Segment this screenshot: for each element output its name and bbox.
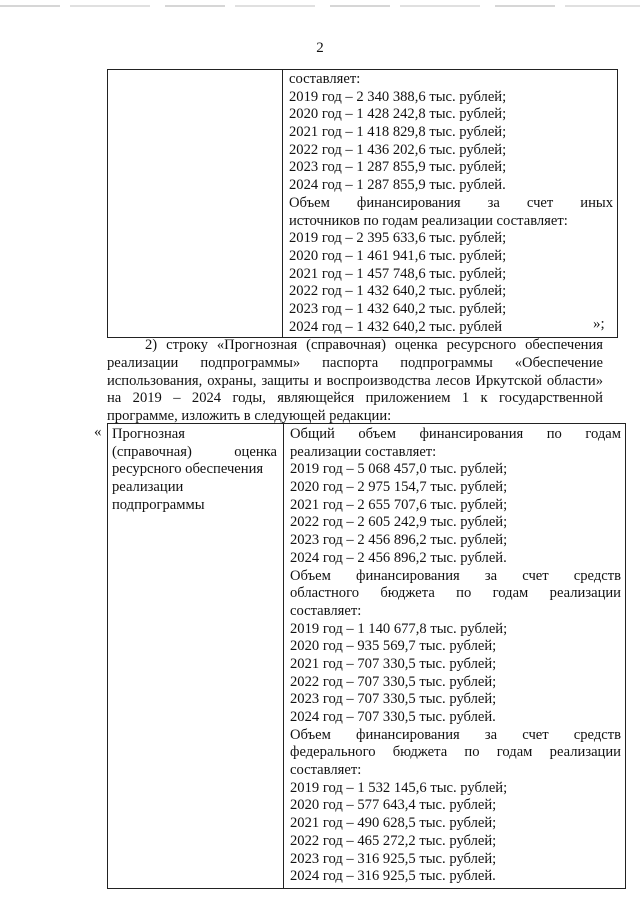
text-line: Объем финансирования за счет средств	[290, 726, 621, 743]
table1-left-cell	[108, 70, 283, 338]
closing-quote-mark: »;	[593, 316, 605, 332]
text-line: 2020 год – 1 461 941,6 тыс. рублей;	[289, 247, 507, 264]
text-line: 2023 год – 1 432 640,2 тыс. рублей;	[289, 300, 507, 317]
text-line: реализации составляет:	[290, 443, 437, 460]
text-line: 2022 год – 465 272,2 тыс. рублей;	[290, 832, 497, 849]
funding-table-new	[107, 423, 626, 889]
text-line: 2021 год – 2 655 707,6 тыс. рублей;	[290, 496, 508, 513]
opening-quote-mark: «	[94, 424, 102, 440]
text-line: 2021 год – 1 418 829,8 тыс. рублей;	[289, 124, 507, 141]
text-line: 2023 год – 2 456 896,2 тыс. рублей;	[290, 532, 508, 549]
table2-left-cell	[108, 424, 284, 889]
text-line: 2022 год – 2 605 242,9 тыс. рублей;	[290, 514, 508, 531]
funding-table-continued	[107, 69, 618, 338]
text-line: 2023 год – 707 330,5 тыс. рублей;	[290, 691, 497, 708]
table2-right-cell	[284, 424, 626, 889]
text-line: Объем финансирования за счет иных	[289, 194, 613, 211]
text-line: 2023 год – 1 287 855,9 тыс. рублей;	[289, 159, 507, 176]
text-line: 2021 год – 1 457 748,6 тыс. рублей;	[289, 265, 507, 282]
text-line: федерального бюджета по годам реализации	[290, 744, 621, 761]
text-line: 2020 год – 935 569,7 тыс. рублей;	[290, 638, 497, 655]
row-heading-line: ресурсного обеспечения	[112, 461, 264, 478]
text-line: Общий объем финансирования по годам	[290, 426, 621, 442]
text-line: 2022 год – 1 432 640,2 тыс. рублей;	[289, 283, 507, 300]
text-line: 2019 год – 1 532 145,6 тыс. рублей;	[290, 779, 508, 796]
text-line: составляет:	[289, 71, 361, 87]
text-line: 2019 год – 2 395 633,6 тыс. рублей;	[289, 230, 507, 247]
text-line: 2023 год – 316 925,5 тыс. рублей;	[290, 850, 497, 867]
scan-header-artifact	[0, 5, 640, 7]
amendment-paragraph	[107, 337, 603, 426]
paragraph-line: программе, изложить в следующей редакции:	[107, 408, 392, 425]
text-line: 2024 год – 1 432 640,2 тыс. рублей	[289, 318, 503, 335]
text-line: 2022 год – 1 436 202,6 тыс. рублей;	[289, 141, 507, 158]
text-line: 2020 год – 2 975 154,7 тыс. рублей;	[290, 479, 508, 496]
text-line: 2024 год – 316 925,5 тыс. рублей.	[290, 868, 496, 885]
text-line: 2020 год – 1 428 242,8 тыс. рублей;	[289, 106, 507, 123]
text-line: 2022 год – 707 330,5 тыс. рублей;	[290, 673, 497, 690]
text-line: 2019 год – 5 068 457,0 тыс. рублей;	[290, 461, 508, 478]
page-number: 2	[316, 40, 324, 56]
text-line: областного бюджета по годам реализации	[290, 585, 621, 602]
text-line: 2021 год – 707 330,5 тыс. рублей;	[290, 655, 497, 672]
table1-right-cell	[283, 70, 618, 338]
row-heading-line: подпрограммы	[112, 496, 205, 513]
paragraph-line: 2) строку «Прогнозная (справочная) оценка ресурсного обеспечения	[145, 337, 603, 353]
text-line: 2019 год – 1 140 677,8 тыс. рублей;	[290, 620, 508, 637]
text-line: 2024 год – 1 287 855,9 тыс. рублей.	[289, 177, 506, 194]
row-heading-line: Прогнозная	[112, 426, 185, 442]
text-line: 2024 год – 2 456 896,2 тыс. рублей.	[290, 549, 507, 566]
text-line: 2020 год – 577 643,4 тыс. рублей;	[290, 797, 497, 814]
text-line: 2021 год – 490 628,5 тыс. рублей;	[290, 815, 497, 832]
paragraph-line: использования, охраны, защиты и воспроизводства лесов Иркутской области»	[107, 372, 603, 389]
text-line: Объем финансирования за счет средств	[290, 567, 621, 584]
text-line: 2024 год – 707 330,5 тыс. рублей.	[290, 709, 496, 725]
text-line: составляет:	[290, 602, 362, 619]
row-heading-line: (справочная) оценка	[112, 443, 277, 460]
text-line: источников по годам реализации составляет:	[289, 212, 568, 229]
row-heading-line: реализации	[112, 479, 184, 496]
text-line: 2019 год – 2 340 388,6 тыс. рублей;	[289, 88, 507, 105]
text-line: составляет:	[290, 762, 362, 779]
paragraph-line: на 2019 – 2024 годы, являющейся приложением 1 к государственной	[107, 390, 603, 407]
paragraph-line: реализации подпрограммы» паспорта подпрограммы «Обеспечение	[107, 354, 603, 371]
